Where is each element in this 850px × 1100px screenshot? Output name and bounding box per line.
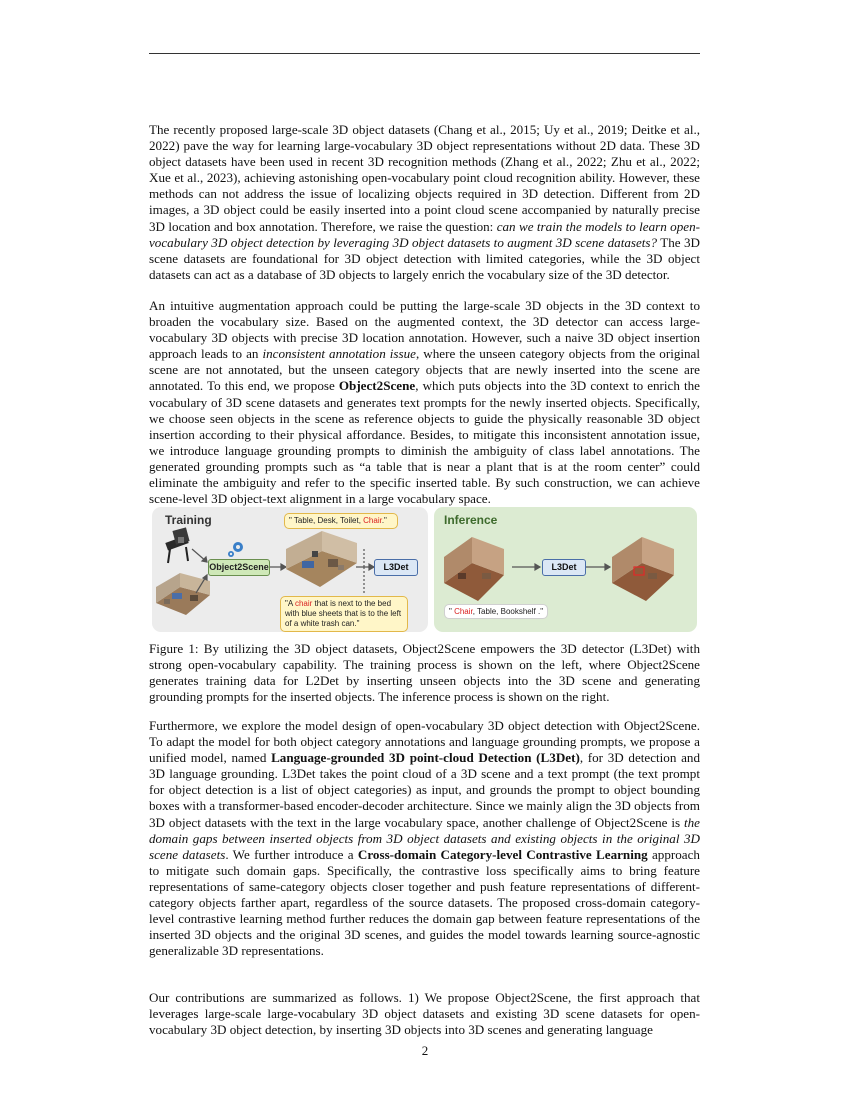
- l3det-box-inference: L3Det: [542, 559, 586, 576]
- p2-bold: Object2Scene: [338, 378, 416, 394]
- augmented-room-scan-icon: [286, 531, 357, 587]
- category-prompt-pre: " Table, Desk, Toilet,: [289, 516, 364, 525]
- figure-caption: Figure 1: By utilizing the 3D object datasets, Object2Scene empowers the 3D detector (L3Det) with strong open-vocabulary capability. The training process is shown on the left, where Object2Scene generates training data for L2Det by inserting unseen objects into the 3D scene and generating grounding prompts for the inserted objects. The inference process is shown on the right.: [149, 641, 700, 705]
- p4-text: Our contributions are summarized as follows. 1) We propose Object2Scene, the first approach that leverages large-scale large-vocabulary 3D object datasets and existing 3D scene datasets for open-vocabulary 3D object detection, by inserting 3D objects into 3D scenes and generating language: [149, 990, 700, 1038]
- p3-text-c: . We further introduce a: [225, 846, 358, 862]
- p3-bold-2: Cross-domain Category-level Contrastive Learning: [357, 846, 648, 862]
- gear-icon: [228, 542, 243, 557]
- grounding-prompt-post: that is next to the bed with blue sheets that is to the left of a white trash can.": [285, 599, 402, 628]
- p3-text-b: , for 3D detection and 3D language grounding. L3Det takes the point cloud of a 3D scene and a text prompt (the text prompt for object detection is a list of object categories) as input, and grounds the prompt to object bounding boxes with a transformer-based encoder-decoder architecture. Since we mainly align the 3D objects from 3D object datasets with the text in the large vocabulary space, another challenge of Object2Scene is: [149, 750, 700, 830]
- p3-text-d: approach to mitigate such domain gaps. Specifically, the contrastive loss specifically aims to bring feature representations of same-category objects closer together and push feature representations of different-category objects farther apart, regardless of the source datasets. The proposed cross-domain category-level contrastive learning method further reduces the domain gap between feature representations of the inserted 3D objects and the original 3D scenes, and guides the model towards learning source-agnostic generalizable 3D representations.: [149, 846, 700, 959]
- p2-text-c: , which puts objects into the 3D context to enrich the vocabulary of 3D scene datasets and generates text prompts for the newly inserted objects. Specifically, we choose seen objects in the scene as reference objects to guide the physically reasonable 3D object insertion according to their physical affordance. Besides, to mitigate this inconsistent annotation issue, we introduce language grounding prompts to diminish the ambiguity of class label annotations. The generated grounding prompts such as “a table that is near a plant that is at the room center” could eliminate the ambiguity and refer to the specific inserted table. By such construction, we can achieve scene-level 3D object-text alignment in a large vocabulary space.: [149, 378, 700, 507]
- page-number: 2: [421, 1043, 429, 1058]
- p3-bold-1: Language-grounded 3D point-cloud Detection (L3Det): [271, 750, 580, 766]
- inference-prompt-highlight: Chair: [454, 607, 473, 616]
- category-prompt-highlight: Chair: [363, 516, 382, 525]
- inference-title: Inference: [444, 513, 498, 527]
- paragraph-2: [149, 298, 700, 507]
- grounding-prompt-highlight: chair: [294, 599, 313, 608]
- figure-1: [152, 507, 697, 632]
- p1-question: can we train the models to learn open-vocabulary 3D object detection by leveraging 3D object datasets to augment 3D scene datasets?: [149, 218, 700, 250]
- p2-text-a: An intuitive augmentation approach could be putting the large-scale 3D objects in the 3D context to broaden the vocabulary size. Based on the augmented context, the 3D detector can access large-vocabulary 3D objects with precise 3D location annotation. However, such a naive 3D object insertion approach leads to an: [149, 298, 700, 362]
- object2scene-box: Object2Scene: [208, 559, 270, 576]
- paragraph-4: [149, 990, 700, 1038]
- l3det-box-training: L3Det: [374, 559, 418, 576]
- inference-prompt-bubble: [444, 604, 548, 619]
- header-rule: [149, 53, 700, 54]
- p2-italic: inconsistent annotation issue: [262, 346, 416, 362]
- training-title: Training: [165, 513, 212, 527]
- grounding-prompt-pre: "A: [285, 599, 295, 608]
- inference-prompt-pre: ": [449, 607, 455, 616]
- chair-object-icon: [165, 527, 189, 563]
- category-prompt-post: .": [381, 516, 387, 525]
- room-scan-input-icon: [156, 573, 210, 615]
- inference-output-scan-icon: [612, 537, 674, 601]
- inference-input-scan-icon: [444, 537, 504, 601]
- p3-italic: the domain gaps between inserted objects from 3D object datasets and existing objects in the original 3D scene datasets: [149, 814, 700, 862]
- p1-text-a: The recently proposed large-scale 3D object datasets (Chang et al., 2015; Uy et al., 2019; Deitke et al., 2022) pave the way for learning large-vocabulary 3D object representations without 2D data. These 3D object datasets have been used in recent 3D recognition methods (Zhang et al., 2022; Zhu et al., 2022; Xue et al., 2023), achieving astonishing open-vocabulary point cloud recognition ability. However, these methods can not address the issue of localizing objects required in 3D detection. Different from 2D images, a 3D object could be easily inserted into a point cloud scene accompanied by naturally precise 3D location and box annotation. Therefore, we raise the question:: [149, 122, 700, 234]
- category-prompt-bubble: [284, 513, 398, 529]
- grounding-prompt-bubble: [280, 596, 408, 632]
- p3-text-a: Furthermore, we explore the model design of open-vocabulary 3D object detection with Object2Scene. To adapt the model for both object category annotations and language grounding prompts, we propose a unified model, named: [149, 718, 700, 766]
- paragraph-1: [149, 122, 700, 283]
- paragraph-3: [149, 718, 700, 959]
- p1-text-b: The 3D scene datasets are foundational for 3D object detection with limited categories, while the 3D object datasets can act as a database of 3D objects to largely enrich the vocabulary size of the 3D detector.: [149, 234, 700, 282]
- p2-text-b: , where the unseen category objects from the original scene are not annotated, but the unseen category objects that are newly inserted into the scene are annotated. To this end, we propose: [149, 346, 701, 394]
- inference-prompt-post: , Table, Bookshelf .": [472, 607, 544, 616]
